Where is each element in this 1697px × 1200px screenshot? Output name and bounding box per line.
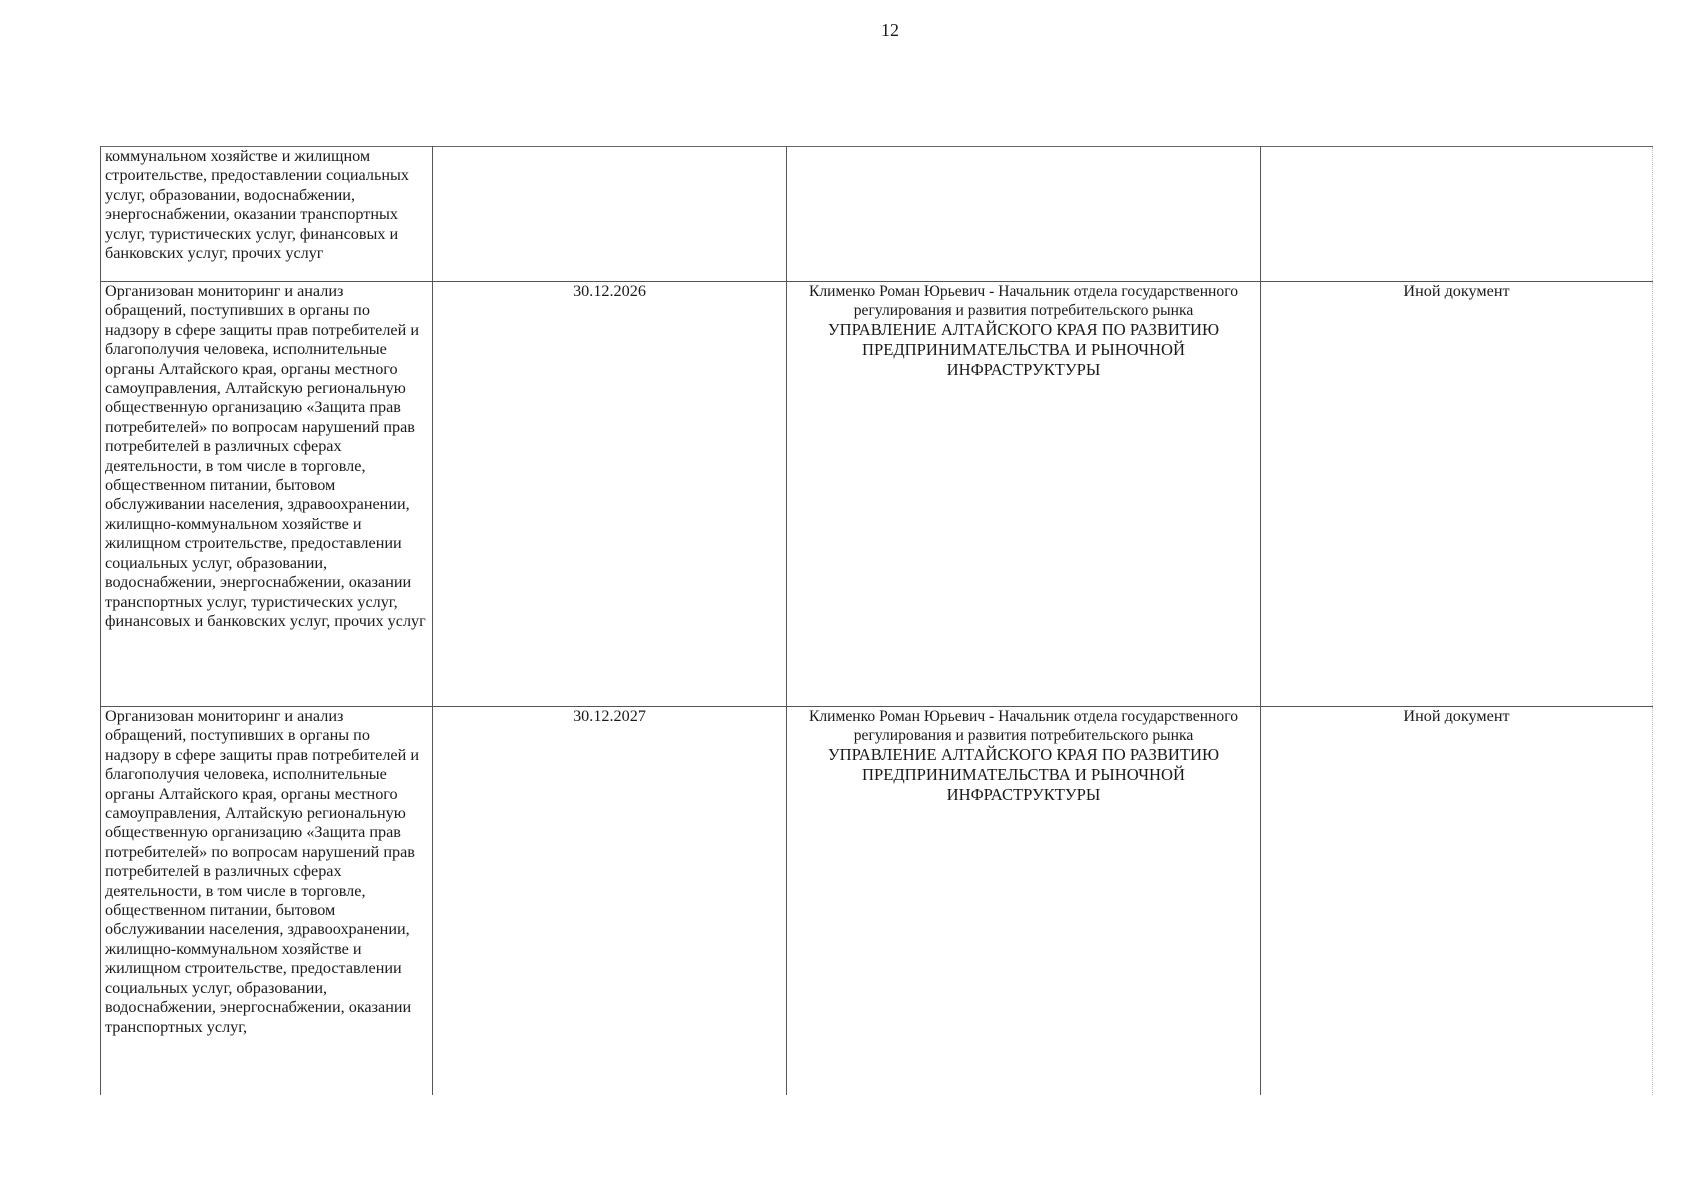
responsible-cell [787, 147, 1261, 282]
table-row [101, 147, 1653, 282]
measure-description: Организован мониторинг и анализ обращений, поступивших в органы по надзору в сфере защиты прав потребителей и благополучия человека, исполнительные органы Алтайского края, органы местного самоуправления, Алтайскую региональную общественную организацию «Защита прав потребителей» по вопросам нарушений прав потребителей в различных сферах деятельности, в том числе в торговле, общественном питании, бытовом обслуживании населения, здравоохранении, жилищно-коммунальном хозяйстве и жилищном строительстве, предоставлении социальных услуг, образовании, водоснабжении, энергоснабжении, оказании транспортных услуг, [101, 707, 433, 1096]
measure-description: коммунальном хозяйстве и жилищном строительстве, предоставлении социальных услуг, образовании, водоснабжении, энергоснабжении, оказании транспортных услуг, туристических услуг, финансовых и банковских услуг, прочих услуг [101, 147, 433, 282]
measure-description: Организован мониторинг и анализ обращений, поступивших в органы по надзору в сфере защиты прав потребителей и благополучия человека, исполнительные органы Алтайского края, органы местного самоуправления, Алтайскую региональную общественную организацию «Защита прав потребителей» по вопросам нарушений прав потребителей в различных сферах деятельности, в том числе в торговле, общественном питании, бытовом обслуживании населения, здравоохранении, жилищно-коммунальном хозяйстве и жилищном строительстве, предоставлении социальных услуг, образовании, водоснабжении, энергоснабжении, оказании транспортных услуг, туристических услуг, финансовых и банковских услуг, прочих услуг [101, 282, 433, 707]
responsible-cell [787, 282, 1261, 707]
responsible-organization: УПРАВЛЕНИЕ АЛТАЙСКОГО КРАЯ ПО РАЗВИТИЮ ПРЕДПРИНИМАТЕЛЬСТВА И РЫНОЧНОЙ ИНФРАСТРУКТУРЫ [827, 320, 1220, 379]
table-row [101, 707, 1653, 1096]
deadline-date [433, 147, 787, 282]
deadline-date: 30.12.2026 [433, 282, 787, 707]
deadline-date: 30.12.2027 [433, 707, 787, 1096]
table-row [101, 282, 1653, 707]
responsible-cell [787, 707, 1261, 1096]
document-type: Иной документ [1261, 282, 1653, 707]
document-type [1261, 147, 1653, 282]
page-number: 12 [881, 20, 899, 40]
responsible-person: Клименко Роман Юрьевич - Начальник отдела государственного регулирования и развития потребительского рынка [808, 283, 1239, 319]
responsible-person: Клименко Роман Юрьевич - Начальник отдела государственного регулирования и развития потребительского рынка [808, 708, 1239, 744]
measures-table [100, 146, 1653, 1095]
document-type: Иной документ [1261, 707, 1653, 1096]
responsible-organization: УПРАВЛЕНИЕ АЛТАЙСКОГО КРАЯ ПО РАЗВИТИЮ ПРЕДПРИНИМАТЕЛЬСТВА И РЫНОЧНОЙ ИНФРАСТРУКТУРЫ [827, 745, 1220, 804]
